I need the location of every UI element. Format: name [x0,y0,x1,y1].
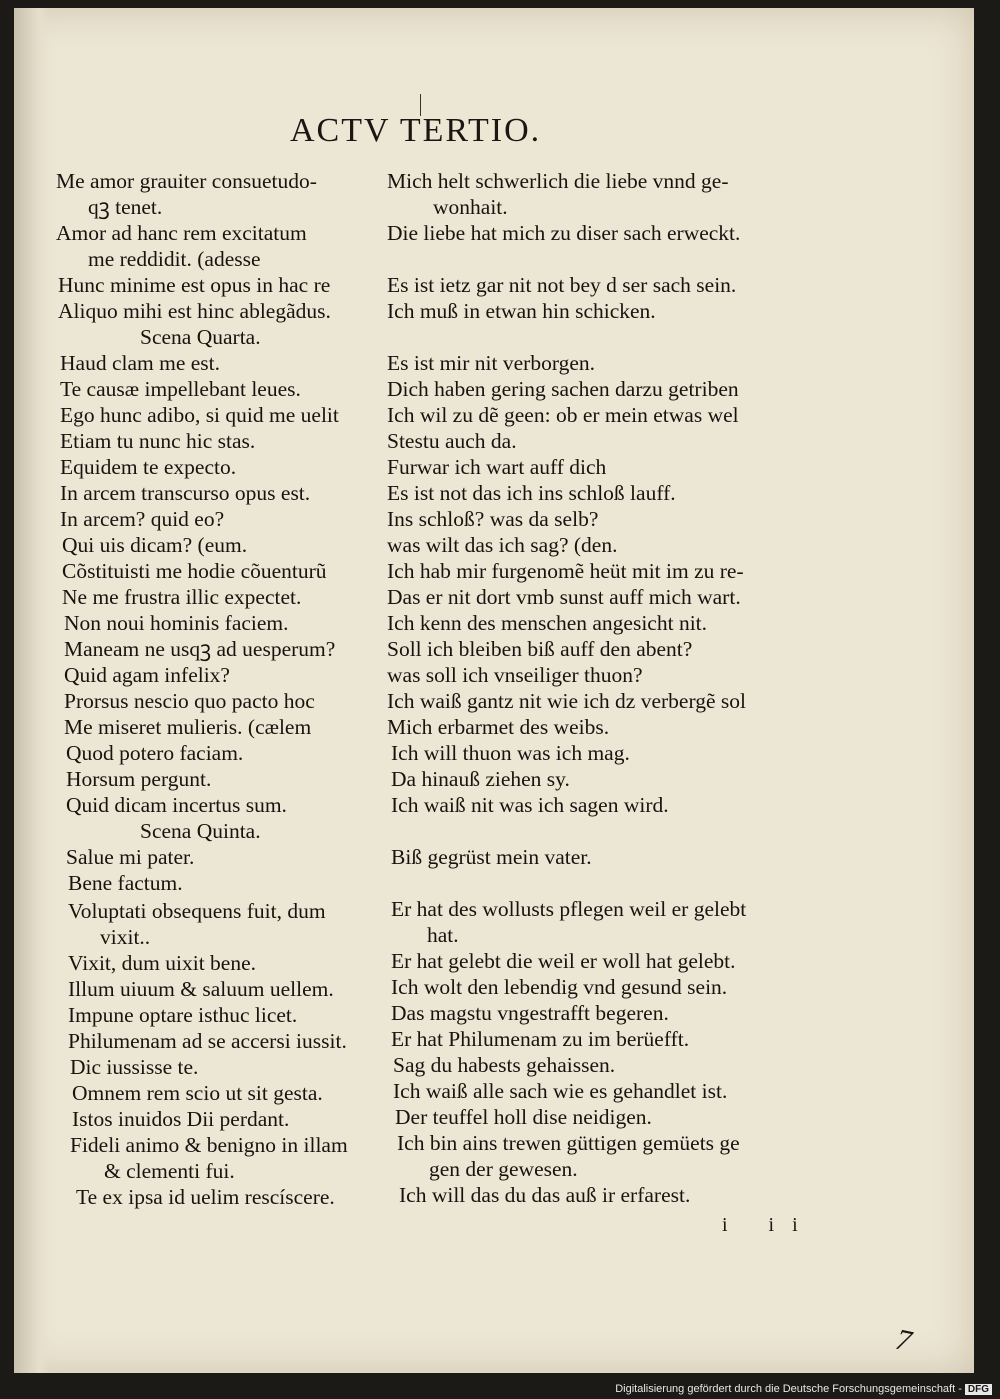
latin-line: Cõstituisti me hodie cõuenturũ [62,559,327,583]
german-line: Ich wil zu dẽ geen: ob er mein etwas wel [387,403,739,427]
latin-line: Te causæ impellebant leues. [60,377,301,401]
german-line: Biß gegrüst mein vater. [391,845,592,869]
latin-line: Me miseret mulieris. (cælem [64,715,312,739]
german-line: Er hat des wollusts pflegen weil er gelebt [391,897,747,921]
latin-line: Amor ad hanc rem excitatum [56,221,307,245]
german-line: Dich haben gering sachen darzu getriben [387,377,739,401]
german-line: Ich hab mir furgenomẽ heüt mit im zu re- [387,559,744,583]
page-title: ACTV TERTIO. [290,112,542,149]
german-line: Ins schloß? was da selb? [387,507,599,531]
digitization-credit [615,1383,992,1395]
latin-line: Istos inuidos Dii perdant. [72,1107,290,1131]
scene-heading: Scena Quinta. [140,819,261,843]
german-line: was wilt das ich sag? (den. [387,533,618,557]
german-line: Ich will thuon was ich mag. [391,741,630,765]
latin-line: Te ex ipsa id uelim rescíscere. [76,1185,335,1209]
german-line: wonhait. [433,195,508,219]
latin-line: Ne me frustra illic expectet. [62,585,302,609]
german-line: Furwar ich wart auff dich [387,455,607,479]
latin-line: Ego hunc adibo, si quid me uelit [60,403,339,427]
latin-line: vixit.. [100,925,151,949]
latin-line: Aliquo mihi est hinc ablegãdus. [58,299,331,323]
german-line: hat. [427,923,459,947]
latin-line: qꝫ tenet. [88,195,163,219]
page-gutter [14,8,50,1373]
german-line: Soll ich bleiben biß auff den abent? [387,637,693,661]
german-line: Es ist not das ich ins schloß lauff. [387,481,676,505]
latin-line: Horsum pergunt. [66,767,212,791]
german-line: Der teuffel holl dise neidigen. [395,1105,652,1129]
latin-line: In arcem? quid eo? [60,507,225,531]
german-line: Stestu auch da. [387,429,517,453]
german-line: Ich bin ains trewen güttigen gemüets ge [397,1131,740,1155]
latin-line: Haud clam me est. [60,351,221,375]
latin-line: Me amor grauiter consuetudo- [56,169,317,193]
german-line: Ich kenn des menschen angesicht nit. [387,611,708,635]
latin-line: Non noui hominis faciem. [64,611,289,635]
latin-line: Qui uis dicam? (eum. [62,533,248,557]
latin-line: Salue mi pater. [66,845,195,869]
german-line: gen der gewesen. [429,1157,578,1181]
latin-line: Illum uiuum & saluum uellem. [68,977,334,1001]
latin-line: Voluptati obsequens fuit, dum [68,899,326,923]
german-line: Es ist ietz gar nit not bey d ser sach sein. [387,273,737,297]
latin-line: In arcem transcurso opus est. [60,481,311,505]
latin-line: Bene factum. [68,871,183,895]
folio-signature: i ii [722,1214,816,1236]
german-line: Ich waiß gantz nit wie ich dz verbergẽ sol [387,689,747,713]
german-line: Mich erbarmet des weibs. [387,715,610,739]
latin-line: Vixit, dum uixit bene. [68,951,257,975]
latin-line: Philumenam ad se accersi iussit. [68,1029,347,1053]
german-line: Die liebe hat mich zu diser sach erweckt. [387,221,741,245]
latin-line: Etiam tu nunc hic stas. [60,429,256,453]
german-line: Das magstu vngestrafft begeren. [391,1001,669,1025]
latin-line: Maneam ne usqꝫ ad uesperum? [64,637,336,661]
german-line: Ich will das du das auß ir erfarest. [399,1183,691,1207]
credit-text: Digitalisierung gefördert durch die Deutsche Forschungsgemeinschaft - [615,1383,962,1395]
latin-line: Dic iussisse te. [70,1055,199,1079]
german-line: was soll ich vnseiliger thuon? [387,663,643,687]
german-line: Es ist mir nit verborgen. [387,351,596,375]
german-line: Er hat Philumenam zu im berüefft. [391,1027,690,1051]
german-line: Ich waiß alle sach wie es gehandlet ist. [393,1079,728,1103]
latin-line: Fideli animo & benigno in illam [70,1133,348,1157]
latin-line: Quid agam infelix? [64,663,230,687]
handwritten-mark: 7 [892,1322,915,1359]
latin-line: Prorsus nescio quo pacto hoc [64,689,315,713]
latin-line: Impune optare isthuc licet. [68,1003,298,1027]
german-line: Ich waiß nit was ich sagen wird. [391,793,669,817]
latin-line: Quid dicam incertus sum. [66,793,287,817]
latin-line: Equidem te expecto. [60,455,237,479]
scene-heading: Scena Quarta. [140,325,261,349]
german-line: Da hinauß ziehen sy. [391,767,570,791]
german-line: Ich wolt den lebendig vnd gesund sein. [391,975,728,999]
latin-line: & clementi fui. [104,1159,235,1183]
latin-line: Quod potero faciam. [66,741,244,765]
latin-line: me reddidit. (adesse [88,247,261,271]
latin-line: Hunc minime est opus in hac re [58,273,331,297]
dfg-logo: DFG [965,1384,992,1395]
german-line: Das er nit dort vmb sunst auff mich wart. [387,585,741,609]
book-page [14,8,974,1373]
german-line: Er hat gelebt die weil er woll hat gelebt. [391,949,736,973]
german-line: Sag du habests gehaissen. [393,1053,616,1077]
german-line: Ich muß in etwan hin schicken. [387,299,656,323]
latin-line: Omnem rem scio ut sit gesta. [72,1081,323,1105]
german-line: Mich helt schwerlich die liebe vnnd ge- [387,169,729,193]
